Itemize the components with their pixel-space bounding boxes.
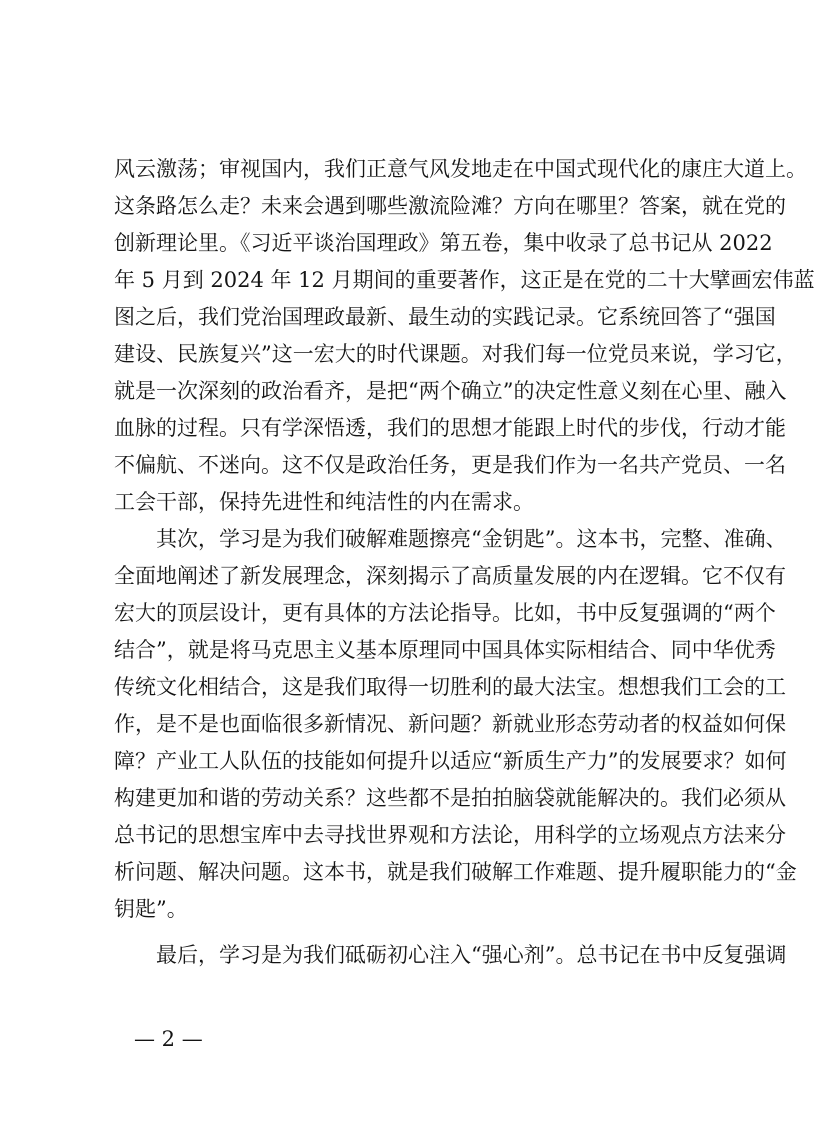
text-line: 这条路怎么走？未来会遇到哪些激流险滩？方向在哪里？答案，就在党的 — [114, 194, 786, 218]
text-line: 宏大的顶层设计，更有具体的方法论指导。比如，书中反复强调的“两个 — [114, 601, 776, 625]
page-number: — 2 — — [134, 1027, 203, 1051]
text-line: 传统文化相结合，这是我们取得一切胜利的最大法宝。想想我们工会的工 — [114, 675, 786, 699]
text-line: 图之后，我们党治国理政最新、最生动的实践记录。它系统回答了“强国 — [114, 305, 776, 329]
text-line: 析问题、解决问题。这本书，就是我们破解工作难题、提升履职能力的“金 — [114, 860, 797, 884]
text-line: 其次，学习是为我们破解难题擦亮“金钥匙”。这本书，完整、准确、 — [114, 527, 787, 551]
text-line: 障？产业工人队伍的技能如何提升以适应“新质生产力”的发展要求？如何 — [114, 749, 787, 773]
text-line: 全面地阐述了新发展理念，深刻揭示了高质量发展的内在逻辑。它不仅有 — [114, 564, 786, 588]
text-line: 工会干部，保持先进性和纯洁性的内在需求。 — [114, 490, 534, 514]
text-line: 不偏航、不迷向。这不仅是政治任务，更是我们作为一名共产党员、一名 — [114, 453, 786, 477]
text-line: 风云激荡；审视国内，我们正意气风发地走在中国式现代化的康庄大道上。 — [114, 157, 807, 181]
text-line: 建设、民族复兴”这一宏大的时代课题。对我们每一位党员来说，学习它， — [114, 342, 797, 366]
text-line: 构建更加和谐的劳动关系？这些都不是拍拍脑袋就能解决的。我们必须从 — [114, 786, 786, 810]
text-line: 总书记的思想宝库中去寻找世界观和方法论，用科学的立场观点方法来分 — [114, 823, 786, 847]
text-line: 年 5 月到 2024 年 12 月期间的重要著作，这正是在党的二十大擘画宏伟蓝 — [114, 268, 815, 292]
text-line: 钥匙”。 — [114, 897, 188, 921]
text-line: 创新理论里。《习近平谈治国理政》第五卷，集中收录了总书记从 2022 — [114, 231, 773, 255]
text-line: 作，是不是也面临很多新情况、新问题？新就业形态劳动者的权益如何保 — [114, 712, 786, 736]
text-line: 就是一次深刻的政治看齐，是把“两个确立”的决定性意义刻在心里、融入 — [114, 379, 787, 403]
text-line: 血脉的过程。只有学深悟透，我们的思想才能跟上时代的步伐，行动才能 — [114, 416, 786, 440]
text-line: 最后，学习是为我们砥砺初心注入“强心剂”。总书记在书中反复强调 — [114, 943, 787, 967]
text-line: 结合”，就是将马克思主义基本原理同中国具体实际相结合、同中华优秀 — [114, 638, 776, 662]
